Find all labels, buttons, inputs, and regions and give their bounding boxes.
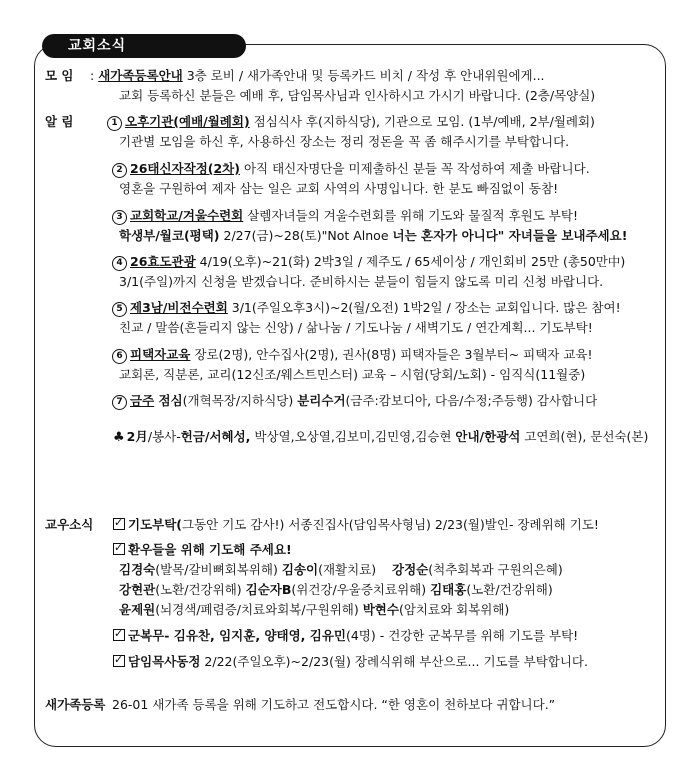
patient-row-2	[119, 581, 553, 599]
patient-name: 김송이	[281, 562, 319, 577]
notice-7-lunch-detail: (개혁목장/지하식당)	[182, 393, 298, 408]
notice-3-slogan: 너는 혼자가 아니다" 자녀들을 보내주세요!	[392, 228, 628, 243]
patient-detail: (위건강/우울증치료위해)	[291, 582, 431, 597]
notice-5-number: 5	[112, 302, 127, 317]
patient-name: 김태홍	[430, 582, 467, 597]
members-item1-title: 기도부탁(	[128, 517, 183, 532]
notice-1-line2: 기관별 모임을 하신 후, 사용하신 장소는 정리 정돈을 꼭 좀 해주시기를 부탁합니다.	[119, 134, 570, 149]
notice-4-number: 4	[112, 256, 127, 271]
patient-row-3	[119, 601, 509, 619]
notice-3-number: 3	[112, 210, 127, 225]
duty-line	[113, 428, 648, 447]
notice-1-text: 점심식사 후(지하식당), 기관으로 모임. (1부/예배, 2부/월례회)	[249, 114, 595, 129]
patient-detail: (노환/건강위해)	[466, 582, 553, 597]
notice-6-number: 6	[112, 349, 127, 364]
notice-7-title: 금주	[130, 393, 155, 408]
notice-3-line1	[112, 207, 578, 225]
notice-5-text: 3/1(주일오후3시)~2(월/오전) 1박2일 / 장소는 교회입니다. 많은 참여!	[227, 300, 621, 315]
notice-2-number: 2	[112, 163, 127, 178]
members-item3	[113, 627, 578, 645]
members-item2	[113, 541, 292, 559]
gathering-line1-text: 3층 로비 / 새가족안내 및 등록카드 비치 / 작성 후 안내위원에게...	[182, 68, 545, 83]
members-item1-text: 그동안 기도 감사!) 서종진집사(담임목사형님) 2/23(월)발인- 장례위해 기도!	[182, 517, 599, 532]
patient-detail: (뇌경색/폐렴증/치료와회복/구원위해)	[155, 602, 363, 617]
notice-3-dates: 2/27(금)~28(토)"Not Alnoe	[219, 228, 393, 243]
members-item4-title: 담임목사동정	[128, 654, 201, 669]
label-newcomer: 새가족등록	[45, 697, 106, 712]
notice-3-title: 교회학교/겨울수련회	[130, 208, 244, 223]
notice-6-line2: 교회론, 직분론, 교리(12신조/웨스트민스터) 교육 – 시험(당회/노회) - 임직식(11월중)	[119, 367, 586, 382]
duty-month: 2月	[126, 429, 148, 444]
notice-2-line2: 영혼을 구원하여 제자 삼는 일은 교회 사역의 사명입니다. 한 분도 빠짐없이 동참!	[119, 181, 559, 196]
patient-name: 김순자B	[245, 582, 292, 597]
label-notice: 알 림	[45, 114, 74, 129]
gathering-title: 새가족등록안내	[98, 68, 183, 83]
members-item2-title: 환우들을 위해 기도해 주세요!	[128, 542, 292, 557]
notice-7-recycle-detail: (금주:캄보디아, 다음/수정;주등행) 감사합니다	[345, 393, 598, 408]
checkbox-icon	[113, 655, 125, 667]
notice-3-group: 학생부/월코(평택)	[119, 228, 220, 243]
notice-7-line1	[112, 392, 597, 410]
notice-1-line1	[107, 113, 595, 131]
patient-detail: (재활치료)	[318, 562, 393, 577]
notice-2-title: 26태신자작정(2차)	[130, 161, 240, 176]
newcomer-text: 26-01 새가족 등록을 위해 기도하고 전도합시다. “한 영혼이 천하보다 귀합니다.”	[112, 697, 556, 712]
notice-2-text: 아직 태신자명단을 미제출하신 분들 꼭 작성하여 제출 바랍니다.	[239, 161, 590, 176]
notice-3-line2	[119, 227, 627, 245]
notice-7-number: 7	[112, 395, 127, 410]
patient-name: 윤제원	[119, 602, 156, 617]
checkbox-icon	[113, 543, 125, 555]
notice-6-title: 피택자교육	[130, 347, 191, 362]
patient-name: 강정순	[392, 562, 429, 577]
duty-names-b: 고연희(현), 문선숙(본)	[520, 429, 649, 444]
patient-detail: (발목/갈비뼈회복위해)	[155, 562, 282, 577]
notice-4-title: 26효도관광	[130, 254, 196, 269]
club-icon: ♣	[113, 430, 125, 445]
notice-2-line1	[112, 160, 590, 178]
notice-4-line2: 3/1(주일)까지 신청을 받겠습니다. 준비하시는 분들이 힘들지 않도록 미리 신청 바랍니다.	[119, 274, 604, 289]
patient-name: 김경숙	[119, 562, 156, 577]
notice-5-line2: 친교 / 말씀(흔들리지 않는 신앙) / 삶나눔 / 기도나눔 / 새벽기도 / 연간계획... 기도부탁!	[119, 320, 593, 335]
checkbox-icon	[113, 629, 125, 641]
members-item1	[113, 516, 599, 534]
notice-1-number: 1	[107, 116, 122, 131]
duty-usher: 안내/한광석	[455, 429, 521, 444]
notice-5-line1	[112, 299, 621, 317]
notice-4-line1	[112, 253, 625, 271]
notice-1-title: 오후기관(예배/월례회)	[125, 114, 250, 129]
gathering-line2: 교회 등록하신 분들은 예배 후, 담임목사님과 인사하시고 가시기 바랍니다. (2층/목양실)	[119, 88, 596, 103]
notice-3-text: 살렘자녀들의 겨울수련회를 위해 기도와 물질적 후원도 부탁!	[243, 208, 578, 223]
patient-detail: (노환/건강위해)	[155, 582, 246, 597]
duty-service: /봉사-	[147, 429, 181, 444]
patient-name: 박현수	[362, 602, 399, 617]
patient-detail: (척추회복과 구원의은혜)	[428, 562, 563, 577]
notice-4-text: 4/19(오후)~21(화) 2박3일 / 제주도 / 65세이상 / 개인회비 25만 (총50만中)	[195, 254, 626, 269]
notice-6-line1	[112, 346, 593, 364]
notice-7-recycle: 분리수거	[297, 393, 346, 408]
notice-7-lunch: 점심	[154, 393, 183, 408]
patient-row-1	[119, 561, 563, 579]
members-item3-title: 군복무- 김유찬, 임지훈, 양태영, 김유민	[128, 628, 346, 643]
label-members: 교우소식	[45, 517, 94, 532]
patient-name: 강현관	[119, 582, 156, 597]
members-item4-text: 2/22(주일오후)~2/23(월) 장례식위해 부산으로... 기도를 부탁합니다.	[200, 654, 588, 669]
gathering-line1: : 새가족등록안내 3층 로비 / 새가족안내 및 등록카드 비치 / 작성 후 안내위원에게...	[90, 68, 545, 83]
notice-5-title: 제3남/비전수련회	[130, 300, 228, 315]
members-item3-text: (4명) - 건강한 군복무를 위해 기도를 부탁!	[345, 628, 579, 643]
duty-offering: 헌금/서혜성,	[180, 429, 251, 444]
label-gathering: 모 임	[45, 68, 74, 83]
section-tab-title: 교회소식	[42, 34, 246, 58]
duty-names-a: 박상열,오상열,김보미,김민영,김승현	[250, 429, 456, 444]
members-item4	[113, 653, 588, 671]
notice-6-text: 장로(2명), 안수집사(2명), 권사(8명) 피택자들은 3월부터~ 피택자 교육!	[190, 347, 593, 362]
patient-detail: (암치료와 회복위해)	[398, 602, 510, 617]
checkbox-icon	[113, 518, 125, 530]
